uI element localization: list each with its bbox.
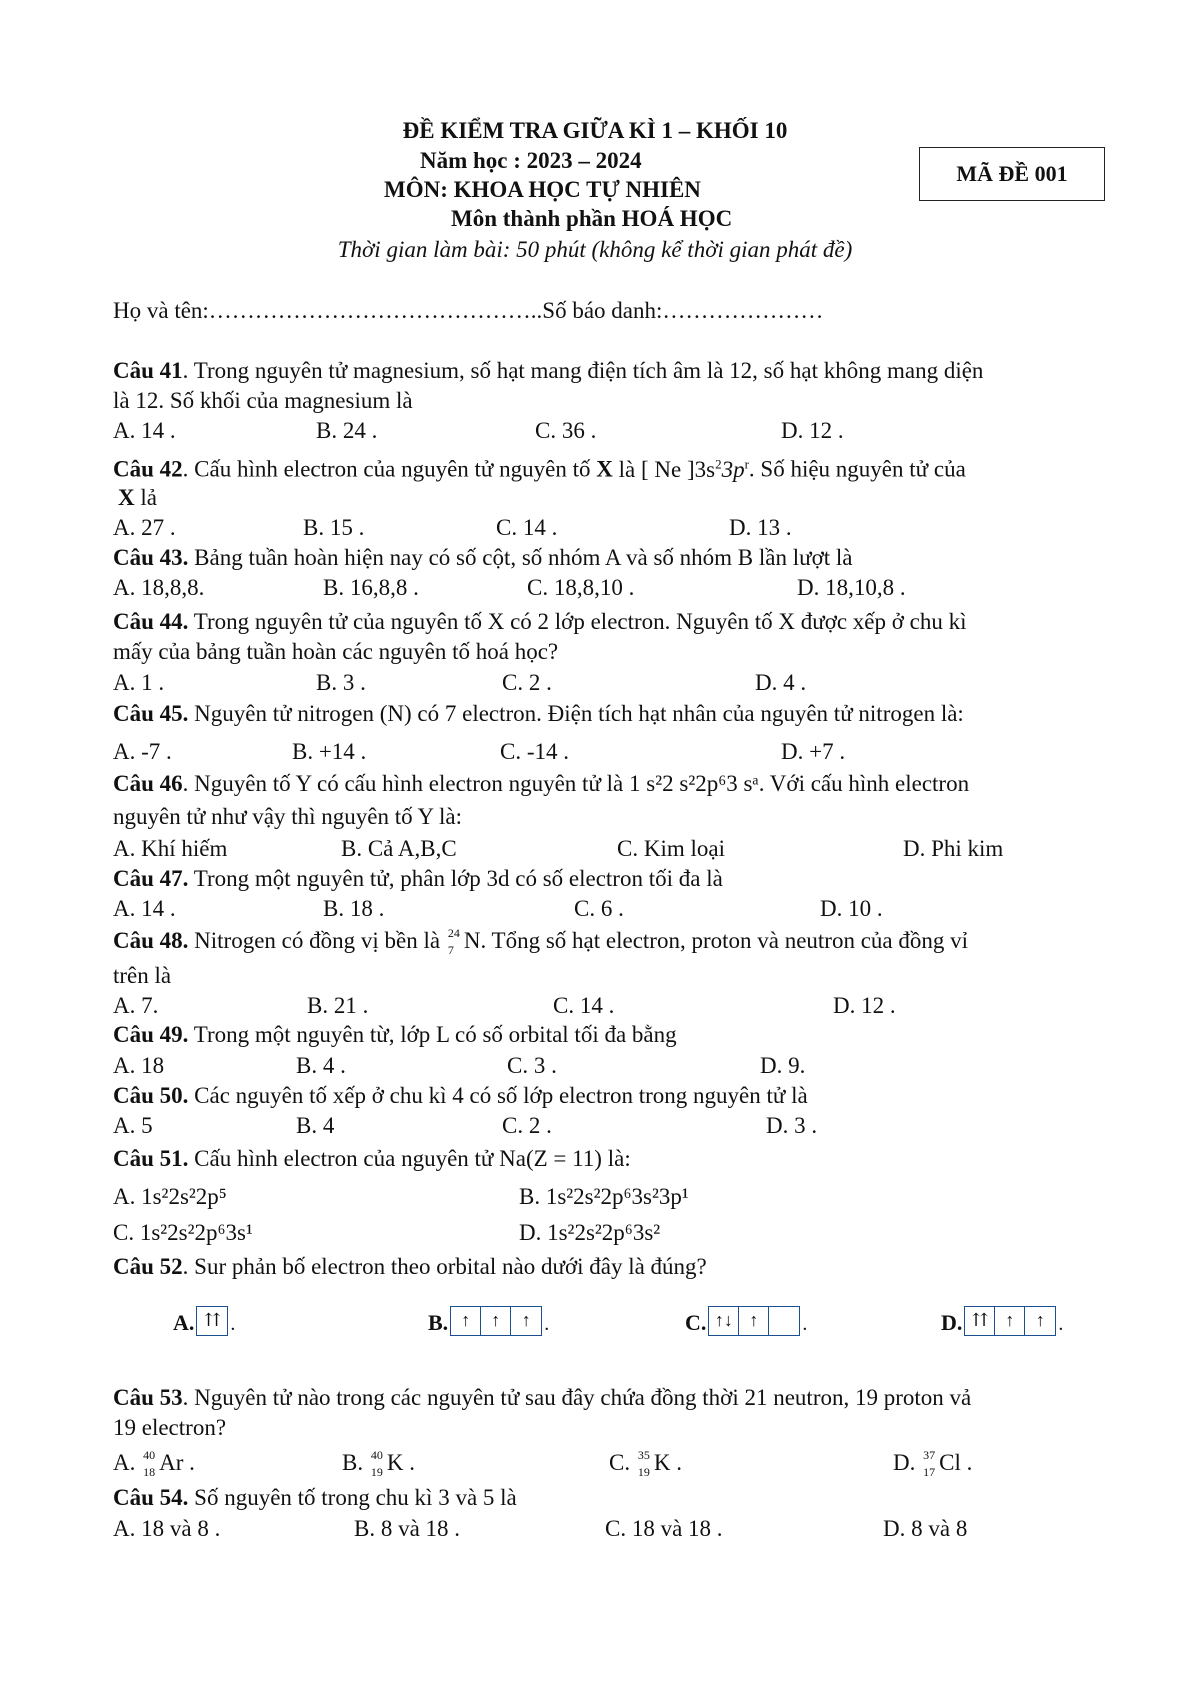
q47-option-a: A. 14 . (113, 896, 176, 921)
q51-option-b: B. 1s²2s²2p⁶3s²3p¹ (519, 1184, 689, 1209)
q41-option-c: C. 36 . (535, 418, 597, 443)
question-44: Câu 44. Trong nguyên tử của nguyên tố X có 2 lớp electron. Nguyên tố X được xếp ở chu kì (113, 609, 967, 634)
orbital-diagram-c (708, 1306, 800, 1336)
q41-option-d: D. 12 . (781, 418, 844, 443)
subject: MÔN: KHOA HỌC TỰ NHIÊN (384, 177, 701, 202)
q48-option-c: C. 14 . (553, 993, 615, 1018)
q41-option-a: A. 14 . (113, 418, 176, 443)
question-45: Câu 45. Nguyên tử nitrogen (N) có 7 electron. Điện tích hạt nhân của nguyên tử nitrogen là: (113, 701, 964, 726)
question-53: Câu 53. Nguyên tử nào trong các nguyên tử sau đây chứa đồng thời 21 neutron, 19 proton vả (113, 1385, 972, 1410)
question-54: Câu 54. Số nguyên tố trong chu kì 3 và 5 là (113, 1485, 517, 1510)
orbital-cell: ↑↓ (709, 1307, 739, 1335)
q43-option-b: B. 16,8,8 . (323, 575, 419, 600)
q52-option-b: B. ↑ ↑ ↑ . (428, 1306, 549, 1336)
q50-option-a: A. 5 (113, 1113, 153, 1138)
orbital-cell: ⇈ (965, 1307, 995, 1335)
q52-option-a-label: A. (173, 1310, 195, 1335)
orbital-cell: ↑ (739, 1307, 769, 1335)
q46-option-d: D. Phi kim (903, 836, 1004, 861)
q47-option-c: C. 6 . (574, 896, 624, 921)
question-48: Câu 48. Nitrogen có đồng vị bền là 24 7 N. Tổng số hạt electron, proton và neutron của đồng vỉ (113, 926, 969, 957)
question-51: Câu 51. Cấu hình electron của nguyên tử Na(Z = 11) là: (113, 1146, 631, 1171)
question-43: Câu 43. Bảng tuần hoàn hiện nay có số cột, số nhóm A và số nhóm B lần lượt là (113, 545, 853, 570)
q44-option-a: A. 1 . (113, 670, 165, 695)
q53-option-d: D. 37 17 Cl . (893, 1448, 973, 1479)
q42-option-b: B. 15 . (303, 515, 365, 540)
q46-option-b: B. Cả A,B,C (341, 836, 457, 861)
question-47: Câu 47. Trong một nguyên tử, phân lớp 3d có số electron tối đa là (113, 866, 723, 891)
q47-option-b: B. 18 . (323, 896, 385, 921)
q52-option-c-label: C. (685, 1310, 707, 1335)
orbital-diagram-b (450, 1306, 542, 1336)
q46-option-c: C. Kim loại (617, 836, 725, 861)
q52-option-a: A. ⇈ . (173, 1306, 235, 1336)
q54-option-d: D. 8 và 8 (883, 1516, 968, 1541)
q42-option-c: C. 14 . (496, 515, 558, 540)
q41-option-b: B. 24 . (316, 418, 378, 443)
orbital-cell (769, 1307, 799, 1335)
q53-option-b: B. 40 19 K . (342, 1448, 415, 1479)
question-41: Câu 41. Trong nguyên tử magnesium, số hạt mang điện tích âm là 12, số hạt không mang diện (113, 358, 984, 383)
q45-option-b: B. +14 . (292, 739, 367, 764)
q47-option-d: D. 10 . (820, 896, 883, 921)
q49-option-d: D. 9. (760, 1053, 806, 1078)
orbital-cell: ⇈ (204, 1310, 220, 1330)
orbital-cell: ↑ (451, 1307, 481, 1335)
q48-option-d: D. 12 . (833, 993, 896, 1018)
q46-option-a: A. Khí hiếm (113, 836, 228, 861)
q43-option-a: A. 18,8,8. (113, 575, 205, 600)
question-53-cont: 19 electron? (113, 1415, 227, 1440)
question-44-cont: mấy của bảng tuần hoàn các nguyên tố hoá học? (113, 639, 559, 664)
orbital-cell: ↑ (481, 1307, 511, 1335)
q54-option-c: C. 18 và 18 . (605, 1516, 723, 1541)
q49-option-b: B. 4 . (296, 1053, 346, 1078)
orbital-cell: ↑ (521, 1310, 531, 1330)
q43-option-d: D. 18,10,8 . (797, 575, 906, 600)
time-limit: Thời gian làm bài: 50 phút (không kể thời gian phát đề) (337, 237, 853, 262)
exam-title: ĐỀ KIỂM TRA GIỮA KÌ 1 – KHỐI 10 (402, 118, 788, 143)
question-46-cont: nguyên tử như vậy thì nguyên tố Y là: (113, 804, 463, 829)
q50-option-d: D. 3 . (766, 1113, 818, 1138)
q52-option-b-label: B. (428, 1310, 449, 1335)
question-42-cont: X lả (118, 485, 157, 510)
orbital-diagram-d (964, 1306, 1056, 1336)
q54-option-a: A. 18 và 8 . (113, 1516, 221, 1541)
school-year: Năm học : 2023 – 2024 (420, 148, 642, 173)
exam-code-box: MÃ ĐỀ 001 (919, 147, 1105, 201)
q51-option-c: C. 1s²2s²2p⁶3s¹ (113, 1220, 253, 1245)
q52-option-d: D. ⇈ ↑ ↑ . (941, 1306, 1063, 1336)
orbital-cell: ↑ (995, 1307, 1025, 1335)
q49-option-a: A. 18 (113, 1053, 165, 1078)
q45-option-c: C. -14 . (500, 739, 569, 764)
q53-option-c: C. 35 19 K . (609, 1448, 682, 1479)
q51-option-a: A. 1s²2s²2p⁵ (113, 1184, 227, 1209)
q42-option-d: D. 13 . (729, 515, 792, 540)
q45-option-a: A. -7 . (113, 739, 172, 764)
q52-option-c: C. ↑↓ ↑ . (685, 1306, 807, 1336)
q50-option-b: B. 4 (296, 1113, 335, 1138)
orbital-cell: ↑ (1035, 1310, 1045, 1330)
student-info-line: Họ và tên:……………………………………..Số báo danh:………………… (113, 298, 824, 323)
q53-option-a: A. 40 18 Ar . (113, 1448, 195, 1479)
q44-option-b: B. 3 . (316, 670, 366, 695)
q48-option-b: B. 21 . (307, 993, 369, 1018)
q45-option-d: D. +7 . (781, 739, 846, 764)
q51-option-d: D. 1s²2s²2p⁶3s² (519, 1220, 661, 1245)
question-48-cont: trên là (113, 963, 172, 988)
q48-option-a: A. 7. (113, 993, 159, 1018)
question-52: Câu 52. Sur phản bố electron theo orbital nào dưới đây là đúng? (113, 1254, 707, 1279)
q43-option-c: C. 18,8,10 . (527, 575, 635, 600)
q44-option-c: C. 2 . (502, 670, 552, 695)
q52-option-d-label: D. (941, 1310, 963, 1335)
question-42: Câu 42. Cấu hình electron của nguyên tử nguyên tố X là [ Ne ]$3s^23p^r$. Số hiệu nguyên tử của (113, 456, 966, 482)
question-41-cont: là 12. Số khối của magnesium là (113, 388, 413, 413)
question-49: Câu 49. Trong một nguyên từ, lớp L có số orbital tối đa bằng (113, 1022, 677, 1047)
orbital-diagram-a (196, 1306, 228, 1336)
q54-option-b: B. 8 và 18 . (354, 1516, 461, 1541)
q42-option-a: A. 27 . (113, 515, 176, 540)
question-46: Câu 46. Nguyên tố Y có cấu hình electron nguyên tử là 1 s²2 s²2p⁶3 sᵃ. Với cấu hình electron (113, 771, 970, 796)
q50-option-c: C. 2 . (502, 1113, 552, 1138)
question-50: Câu 50. Các nguyên tố xếp ở chu kì 4 có số lớp electron trong nguyên tử là (113, 1083, 808, 1108)
sub-subject: Môn thành phần HOÁ HỌC (451, 206, 733, 231)
q44-option-d: D. 4 . (755, 670, 807, 695)
q49-option-c: C. 3 . (507, 1053, 557, 1078)
